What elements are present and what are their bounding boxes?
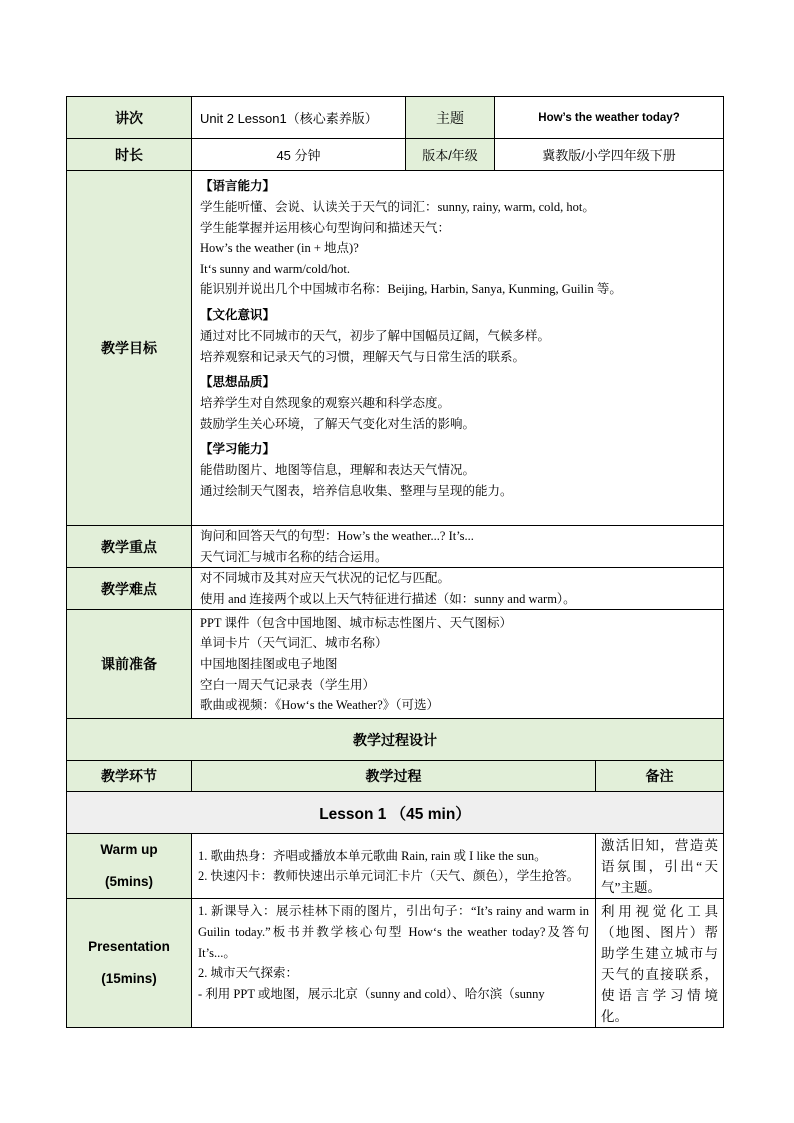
stage-time: (15mins) [101,971,157,987]
key-points-label: 教学重点 [67,526,192,568]
stage-name: Warm up [100,842,158,858]
objective-line: 能识别并说出几个中国城市名称：Beijing, Harbin, Sanya, Kunming, Guilin 等。 [200,282,622,297]
preparation-line: PPT 课件（包含中国地图、城市标志性图片、天气图标） [200,615,512,630]
col-process-header: 教学过程 [192,761,596,792]
col-stage-header: 教学环节 [67,761,192,792]
stage-cell [67,834,192,899]
difficulty-line: 使用 and 连接两个或以上天气特征进行描述（如：sunny and warm）。 [200,591,576,606]
key-point-line: 询问和回答天气的句型：How’s the weather...? It’s... [200,529,474,543]
process-step: 2. 快速闪卡：教师快速出示单元词汇卡片（天气、颜色），学生抢答。 [198,869,580,884]
difficulties-label: 教学难点 [67,568,192,610]
objective-line: 培养观察和记录天气的习惯，理解天气与日常生活的联系。 [200,349,526,364]
objective-line: 通过对比不同城市的天气，初步了解中国幅员辽阔，气候多样。 [200,328,551,343]
process-step: 1. 歌曲热身：齐唱或播放本单元歌曲 Rain, rain 或 I like the sun。 [198,848,547,863]
objective-line: It‘s sunny and warm/cold/hot. [200,261,350,276]
lesson-title: Lesson 1 （45 min） [67,792,724,834]
edition-label: 版本/年级 [406,139,495,171]
objective-heading: 【学习能力】 [200,441,276,457]
objective-line: 培养学生对自然现象的观察兴趣和科学态度。 [200,396,451,411]
key-point-line: 天气词汇与城市名称的结合运用。 [200,549,388,564]
difficulty-line: 对不同城市及其对应天气状况的记忆与匹配。 [200,571,451,586]
key-points-content [192,526,724,568]
preparation-line: 中国地图挂图或电子地图 [200,657,338,672]
preparation-line: 歌曲或视频：《How‘s the Weather?》（可选） [200,698,440,713]
session-label: 讲次 [67,97,192,139]
objective-line: 通过绘制天气图表，培养信息收集、整理与呈现的能力。 [200,483,513,498]
edition-value: 冀教版/小学四年级下册 [495,139,724,171]
objectives-label: 教学目标 [67,171,192,526]
preparation-content [192,610,724,719]
preparation-line: 单词卡片（天气词汇、城市名称） [200,636,388,651]
objectives-content [192,171,724,526]
difficulties-content [192,568,724,610]
objective-line: 鼓励学生关心环境，了解天气变化对生活的影响。 [200,416,476,431]
objective-heading: 【文化意识】 [200,306,276,322]
col-notes-header: 备注 [596,761,724,792]
topic-value: How’s the weather today? [495,97,724,139]
process-step: 1. 新课导入：展示桂林下雨的图片，引出句子：“It’s rainy and warm in Guilin today.”板书并教学核心句型 How‘s the weather today?及答句 It’s...。 [198,904,589,960]
process-steps [192,834,596,899]
process-note: 激活旧知，营造英语氛围，引出“天气”主题。 [596,834,724,899]
stage-name: Presentation [88,939,170,955]
objective-line: 学生能听懂、会说、认读关于天气的词汇：sunny, rainy, warm, cold, hot。 [200,200,595,214]
process-step: - 利用 PPT 或地图，展示北京（sunny and cold）、哈尔滨（sunny [198,986,545,1001]
duration-label: 时长 [67,139,192,171]
objective-heading: 【语言能力】 [200,178,276,193]
process-steps [192,899,596,1028]
process-step: 2. 城市天气探索： [198,966,299,981]
process-note: 利用视觉化工具（地图、图片）帮助学生建立城市与天气的直接联系，使语言学习情境化。 [596,899,724,1028]
topic-label: 主题 [406,97,495,139]
process-section-title: 教学过程设计 [67,719,724,761]
stage-time: (5mins) [104,874,153,890]
objective-line: How’s the weather (in + 地点)? [200,241,359,256]
objective-line: 学生能掌握并运用核心句型询问和描述天气： [200,220,451,235]
duration-value: 45 分钟 [192,139,406,171]
objective-heading: 【思想品质】 [200,374,276,390]
preparation-label: 课前准备 [67,610,192,719]
objective-line: 能借助图片、地图等信息，理解和表达天气情况。 [200,463,476,478]
preparation-line: 空白一周天气记录表（学生用） [200,677,376,692]
stage-cell [67,899,192,1028]
session-value: Unit 2 Lesson1（核心素养版） [192,97,406,139]
lesson-plan-table [66,96,724,1028]
